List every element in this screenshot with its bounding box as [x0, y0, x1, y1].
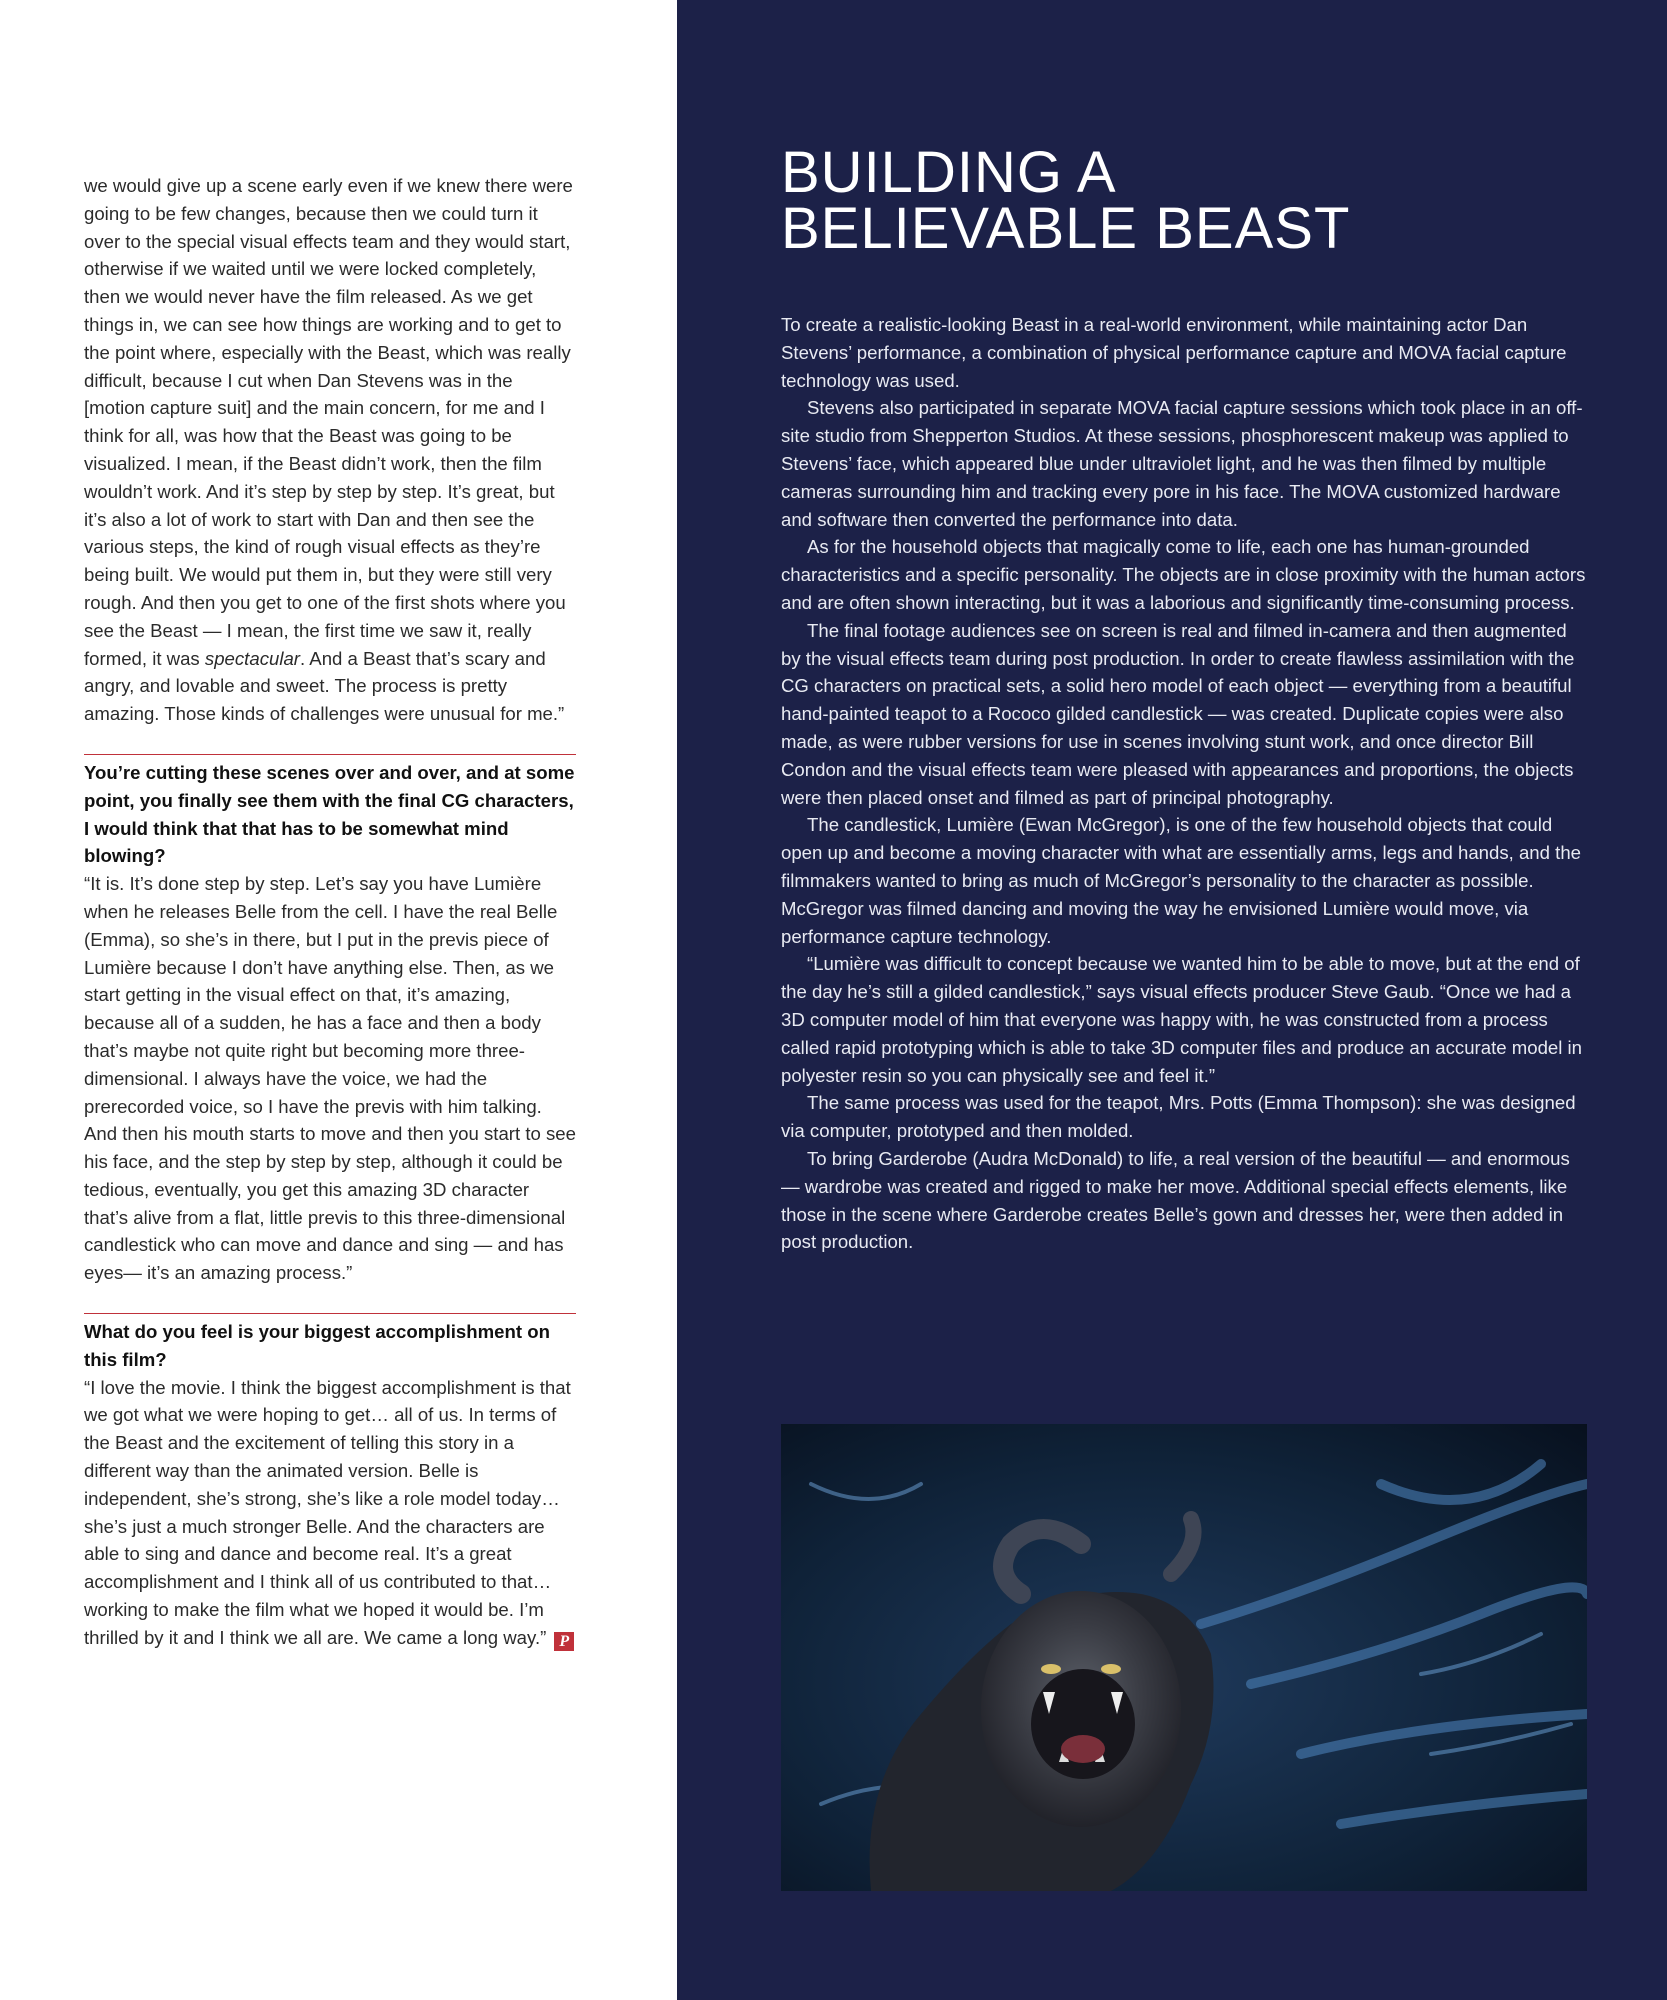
sidebar-panel: [677, 0, 1667, 2000]
section-divider: [84, 754, 576, 755]
answer-text: “I love the movie. I think the biggest accomplishment is that we got what we were hoping to get… all of us. In terms of the Beast and the excitement of telling this story in a different way than the animated version. Belle is independent, she’s strong, she’s like a role model today…she’s just a much stronger Belle. And the characters are able to sing and dance and become real. It’s a great accomplishment and I think all of us contributed to that…working to make the film what we hoped it would be. I’m thrilled by it and I think we all are. We came a long way.”: [84, 1376, 571, 1648]
body-paragraph: Stevens also participated in separate MOVA facial capture sessions which took place in an off-site studio from Shepperton Studios. At these sessions, phosphorescent makeup was applied to Stevens’ face, which appeared blue under ultraviolet light, and he was then filmed by multiple cameras surrounding him and tracking every pore in his face. The MOVA customized hardware and software then converted the performance into data.: [781, 397, 1583, 530]
beast-photo: [781, 1424, 1587, 1891]
section-divider: [84, 1313, 576, 1314]
beast-photo-illustration: [781, 1424, 1587, 1891]
intro-paragraph: [84, 172, 576, 728]
sidebar-title: BUILDING A BELIEVABLE BEAST: [781, 140, 1351, 261]
left-column: [84, 172, 576, 1652]
body-paragraph: As for the household objects that magically come to life, each one has human-grounded characteristics and a specific personality. The objects are in close proximity with the human actors and are often shown interacting, but it was a laborious and significantly time-consuming process.: [781, 536, 1586, 613]
intro-tail: . And a Beast that’s scary and angry, and lovable and sweet. The process is pretty amazing. Those kinds of challenges were unusual for me.”: [84, 647, 565, 725]
body-paragraph: “Lumière was difficult to concept because we wanted him to be able to move, but at the end of the day he’s still a gilded candlestick,” says visual effects producer Steve Gaub. “Once we had a 3D computer model of him that everyone was happy with, he was constructed from a process called rapid prototyping which is able to take 3D computer files and produce an accurate model in polyester resin so you can physically see and feel it.”: [781, 953, 1583, 1086]
body-paragraph: To bring Garderobe (Audra McDonald) to life, a real version of the beautiful — and enormous — wardrobe was created and rigged to make her move. Additional special effects elements, like those in the scene where Garderobe creates Belle’s gown and dresses her, were then added in post production.: [781, 1147, 1570, 1253]
sidebar-body: [781, 311, 1587, 1256]
body-paragraph: The final footage audiences see on screen is real and filmed in-camera and then augmented by the visual effects team during post production. In order to create flawless assimilation with the CG characters on practical sets, a solid hero model of each object — everything from a beautiful hand-painted teapot to a Rococo gilded candlestick — was created. Duplicate copies were also made, as were rubber versions for use in scenes involving stunt work, and once director Bill Condon and the visual effects team were pleased with appearances and proportions, the objects were then placed onset and filmed as part of principal photography.: [781, 619, 1575, 808]
intro-emphasis: spectacular: [204, 647, 300, 669]
interview-question: What do you feel is your biggest accomplishment on this film?: [84, 1321, 550, 1370]
body-paragraph: The candlestick, Lumière (Ewan McGregor), is one of the few household objects that could open up and become a moving character with what are essentially arms, legs and hands, and the filmmakers wanted to bring as much of McGregor’s personality to the character as possible. McGregor was filmed dancing and moving the way he envisioned Lumière would move, via performance capture technology.: [781, 814, 1582, 947]
interview-answer: [84, 1374, 576, 1652]
intro-text: we would give up a scene early even if we knew there were going to be few changes, because then we could turn it over to the special visual effects team and they would start, otherwise if we waited until we were locked completely, then we would never have the film released. As we get things in, we can see how things are working and to get to the point where, especially with the Beast, which was really difficult, because I cut when Dan Stevens was in the [motion capture suit] and the main concern, for me and I think for all, was how that the Beast was going to be visualized. I mean, if the Beast didn’t work, then the film wouldn’t work. And it’s step by step by step. It’s great, but it’s also a lot of work to start with Dan and then see the various steps, the kind of rough visual effects as they’re being built. We would put them in, but they were still very rough. And then you get to one of the first shots where you see the Beast — I mean, the first time we saw it, really formed, it was: [84, 175, 573, 669]
interview-answer: “It is. It’s done step by step. Let’s say you have Lumière when he releases Belle from the cell. I have the real Belle (Emma), so she’s in there, but I put in the previs piece of Lumière because I don’t have anything else. Then, as we start getting in the visual effect on that, it’s amazing, because all of a sudden, he has a face and then a body that’s maybe not quite right but becoming more three-dimensional. I always have the voice, we had the prerecorded voice, so I have the previs with him talking. And then his mouth starts to move and then you start to see his face, and the step by step by step, although it could be tedious, eventually, you get this amazing 3D character that’s alive from a flat, little previs to this three-dimensional candlestick who can move and dance and sing — and has eyes— it’s an amazing process.”: [84, 873, 576, 1284]
end-of-article-icon: P: [554, 1632, 574, 1651]
body-paragraph: The same process was used for the teapot, Mrs. Potts (Emma Thompson): she was designed via computer, prototyped and then molded.: [781, 1092, 1576, 1142]
body-paragraph: To create a realistic-looking Beast in a real-world environment, while maintaining actor Dan Stevens’ performance, a combination of physical performance capture and MOVA facial capture technology was used.: [781, 314, 1567, 391]
interview-question: You’re cutting these scenes over and over, and at some point, you finally see them with the final CG characters, I would think that that has to be somewhat mind blowing?: [84, 761, 575, 867]
